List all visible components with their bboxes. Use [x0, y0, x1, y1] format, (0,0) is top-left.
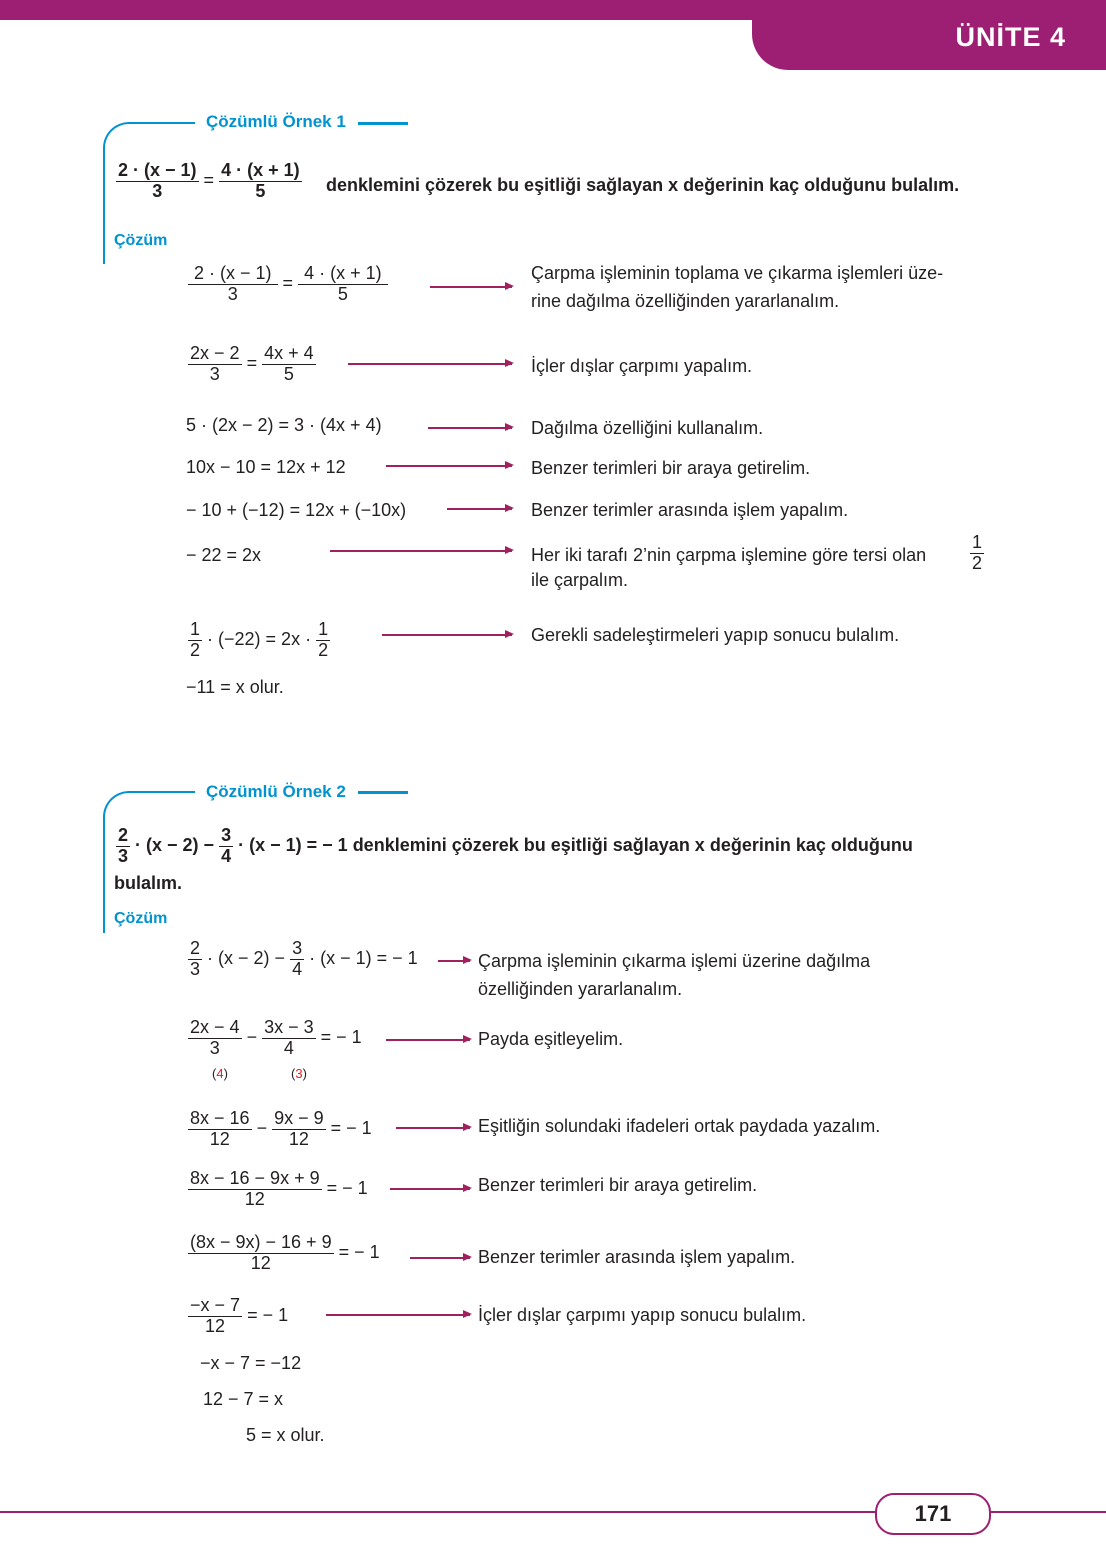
ex2-t2-minus: −: [246, 1027, 258, 1048]
ex2-t2-multiplier-right: (3): [291, 1066, 307, 1081]
ex1-arrow7: [382, 634, 512, 636]
page-number: 171: [875, 1493, 991, 1535]
ex1-s7-a-den: 2: [190, 639, 201, 660]
ex2-t1-b-den: 4: [292, 958, 303, 979]
ex2-t2-right-num: 3x − 3: [264, 1017, 314, 1037]
ex1-note7: Gerekli sadeleştirmeleri yapıp sonucu bulalım.: [531, 625, 900, 645]
ex1-step4: 10x − 10 = 12x + 12: [186, 457, 346, 477]
ex1-s1-right-num: 4 · (x + 1): [298, 264, 388, 285]
ex2-t2-mult-right-value: 3: [295, 1066, 303, 1081]
ex2-t6-num: −x − 7: [190, 1295, 241, 1315]
ex2-t1-mid2: · (x − 1) = − 1: [309, 948, 418, 969]
ex1-note1: [531, 259, 943, 315]
q1-right-den: 5: [255, 180, 266, 201]
ex2-note1: [478, 947, 870, 1003]
ex2-t4-den: 12: [244, 1188, 265, 1209]
ex2-step6: [188, 1296, 288, 1337]
ex2-t5-den: 12: [250, 1252, 271, 1273]
ex1-step1: $\frac{2 \cdot (x - 1)}{3}$ = $\frac{4 \cdot (x + 1)}{5}$: [188, 264, 388, 305]
ex2-t1-b-num: 3: [292, 938, 303, 958]
ex2-t3-left-den: 12: [209, 1128, 230, 1149]
q2-text: denklemini çözerek bu eşitliği sağlayan x değerinin kaç olduğunu: [352, 835, 913, 856]
ex1-note2: İçler dışlar çarpımı yapalım.: [531, 356, 753, 376]
ex1-step6: − 22 = 2x: [186, 545, 262, 565]
ex2-t3-right-num: 9x − 9: [274, 1108, 324, 1128]
ex1-s7-b-den: 2: [318, 639, 329, 660]
q2-b-num: 3: [221, 825, 232, 845]
ex2-note5: Benzer terimler arasında işlem yapalım.: [478, 1247, 796, 1267]
ex2-arrow4: [390, 1188, 470, 1190]
ex2-t3-minus: −: [256, 1118, 268, 1139]
ex1-note6-line2: ile çarpalım.: [531, 570, 629, 590]
ex2-t3-right-den: 12: [288, 1128, 309, 1149]
ex1-s2-right-den: 5: [283, 363, 294, 384]
ex1-s1-left-num: 2 · (x − 1): [188, 264, 278, 285]
ex1-step5: − 10 + (−12) = 12x + (−10x): [186, 500, 407, 520]
ex2-t3-left-num: 8x − 16: [190, 1108, 250, 1128]
example2-solution-label: Çözüm: [114, 910, 168, 927]
ex2-step7: −x − 7 = −12: [200, 1353, 302, 1373]
ex1-s1-left-den: 3: [227, 283, 238, 304]
ex2-note6: İçler dışlar çarpımı yapıp sonucu bulalım.: [478, 1305, 807, 1325]
q2-a-den: 3: [118, 845, 129, 866]
ex2-arrow5: [410, 1257, 470, 1259]
ex1-note1-line2: rine dağılma özelliğinden yararlanalım.: [531, 291, 840, 311]
ex1-s2-right-num: 4x + 4: [264, 343, 314, 363]
ex2-note3: Eşitliğin solundaki ifadeleri ortak paydada yazalım.: [478, 1116, 881, 1136]
ex2-t1-mid1: · (x − 2) −: [207, 948, 286, 969]
ex1-note6: Her iki tarafı 2’nin çarpma işlemine göre tersi olan: [531, 545, 927, 565]
ex2-step4: [188, 1169, 368, 1210]
ex1-s7-mid: · (−22) = 2x ·: [207, 629, 312, 650]
ex2-note1-line1: Çarpma işleminin çıkarma işlemi üzerine dağılma: [478, 951, 871, 971]
ex1-s2-left-den: 3: [209, 363, 220, 384]
ex2-arrow6: [326, 1314, 470, 1316]
ex1-arrow6: [330, 550, 512, 552]
q2-a-num: 2: [118, 825, 129, 845]
ex2-note1-line2: özelliğinden yararlanalım.: [478, 979, 683, 999]
ex2-step5: [188, 1233, 380, 1274]
unit-title: ÜNİTE 4: [955, 22, 1066, 52]
ex2-t6-eq: = − 1: [247, 1305, 289, 1326]
q2-b-den: 4: [221, 845, 232, 866]
ex1-s7-a-num: 1: [190, 619, 201, 639]
ex1-step2: $\frac{2x - 2}{3}$ = $\frac{4x + 4}{5}$: [190, 343, 314, 384]
ex2-t2-mult-left-value: 4: [216, 1066, 224, 1081]
example2-question-text2: bulalım.: [114, 873, 183, 893]
ex2-step1: [188, 939, 418, 980]
example2-title-line: [358, 791, 408, 794]
ex1-arrow2: [348, 363, 512, 365]
ex1-s1-right-den: 5: [337, 283, 348, 304]
ex1-n6-half-num: 1: [972, 532, 983, 552]
ex2-t1-a-num: 2: [190, 938, 201, 958]
example2-question-equation: [116, 826, 913, 867]
ex1-step3: 5 · (2x − 2) = 3 · (4x + 4): [186, 415, 382, 435]
ex1-step7: [188, 620, 330, 661]
ex1-arrow5: [447, 508, 512, 510]
ex1-arrow3: [428, 427, 512, 429]
q2-mid2: · (x − 1) = − 1: [238, 835, 348, 856]
ex1-note4: Benzer terimleri bir araya getirelim.: [531, 458, 811, 478]
ex2-step3: [188, 1109, 372, 1150]
ex2-t1-a-den: 3: [190, 958, 201, 979]
q1-left-den: 3: [152, 180, 163, 201]
example1-title: Çözümlü Örnek 1: [206, 112, 346, 131]
example1-question-equation: $\frac{2 \cdot (x - 1)}{3}$ = $\frac{4 \cdot (x + 1)}{5}$: [118, 160, 300, 201]
ex1-n6-half-den: 2: [972, 552, 983, 573]
q1-left-num: 2 · (x − 1): [118, 160, 197, 180]
ex1-note1-line1: Çarpma işleminin toplama ve çıkarma işlemleri üze-: [531, 263, 944, 283]
ex2-step2: [188, 1018, 362, 1059]
ex2-t2-left-num: 2x − 4: [190, 1017, 240, 1037]
ex2-t3-eq: = − 1: [330, 1118, 372, 1139]
ex2-note2: Payda eşitleyelim.: [478, 1029, 624, 1049]
ex1-note3: Dağılma özelliğini kullanalım.: [531, 418, 764, 438]
q1-right-num: 4 · (x + 1): [221, 160, 300, 180]
example1-solution-label: Çözüm: [114, 232, 168, 249]
ex1-note6-fraction: [970, 533, 984, 574]
ex2-t2-left-den: 3: [209, 1037, 220, 1058]
ex1-arrow1: [430, 286, 512, 288]
ex1-s2-left-num: 2x − 2: [190, 343, 240, 363]
example1-title-line: [358, 122, 408, 125]
ex1-note5: Benzer terimler arasında işlem yapalım.: [531, 500, 849, 520]
ex2-arrow1: [438, 960, 470, 962]
ex1-arrow4: [386, 465, 512, 467]
example2-title: Çözümlü Örnek 2: [206, 782, 346, 801]
ex2-t4-num: 8x − 16 − 9x + 9: [190, 1168, 320, 1188]
ex2-t6-den: 12: [205, 1315, 226, 1336]
ex2-note4: Benzer terimleri bir araya getirelim.: [478, 1175, 758, 1195]
ex2-step8: 12 − 7 = x: [203, 1389, 284, 1409]
ex1-step8: −11 = x olur.: [186, 677, 284, 697]
ex2-t4-eq: = − 1: [326, 1178, 368, 1199]
q2-mid1: · (x − 2) −: [135, 835, 215, 856]
ex2-t5-num: (8x − 9x) − 16 + 9: [190, 1232, 332, 1252]
ex2-t2-eq: = − 1: [320, 1027, 362, 1048]
ex1-s7-b-num: 1: [318, 619, 329, 639]
ex2-arrow2: [386, 1039, 470, 1041]
ex2-t5-eq: = − 1: [338, 1242, 380, 1263]
ex2-t2-multiplier-left: (4): [212, 1066, 228, 1081]
ex2-arrow3: [396, 1127, 470, 1129]
ex2-t2-right-den: 4: [283, 1037, 294, 1058]
example1-question-text: denklemini çözerek bu eşitliği sağlayan x değerinin kaç olduğunu bulalım.: [326, 175, 960, 195]
ex2-step9: 5 = x olur.: [246, 1425, 325, 1445]
